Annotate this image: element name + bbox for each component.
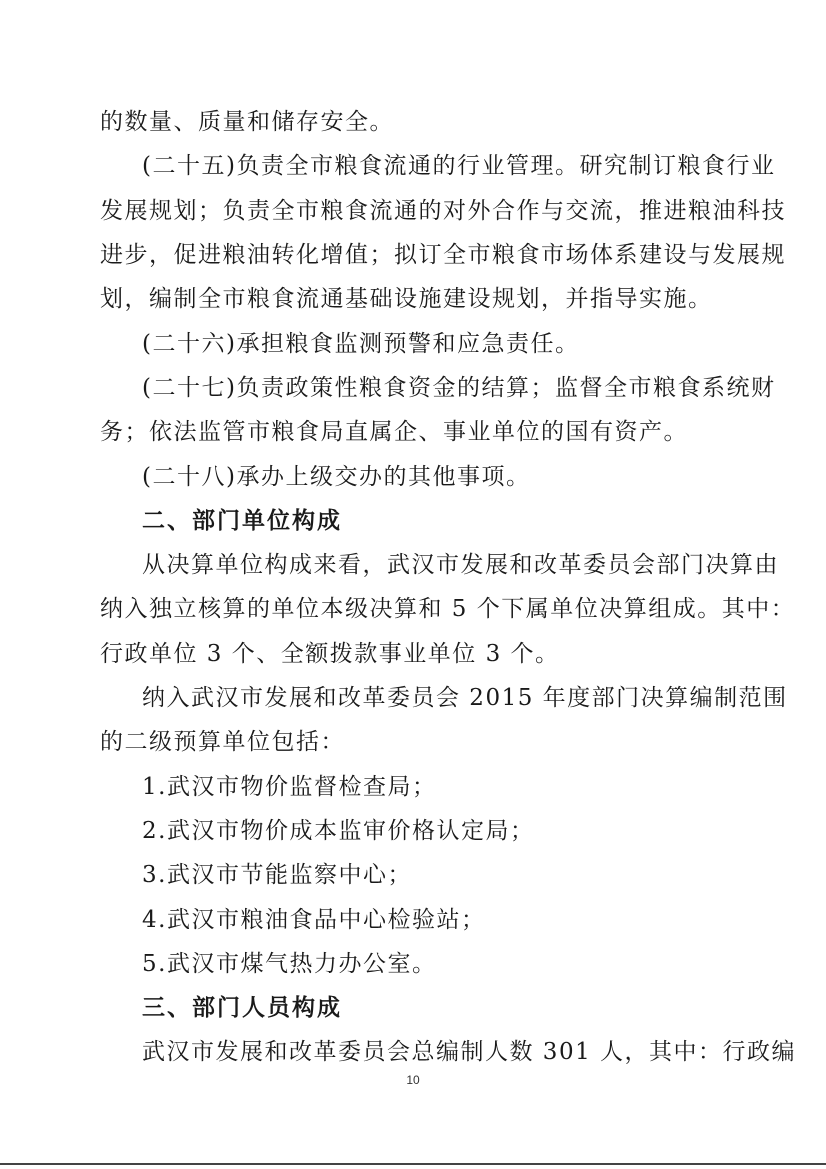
text-line: 进步，促进粮油转化增值；拟订全市粮食市场体系建设与发展规: [100, 242, 786, 268]
scan-edge-line: [0, 1163, 826, 1165]
text-line: 的二级预算单位包括：: [100, 729, 345, 755]
text-line: 纳入独立核算的单位本级决算和 5 个下属单位决算组成。其中：: [100, 596, 796, 622]
section-heading: 三、部门人员构成: [142, 995, 342, 1021]
list-item: 1.武汉市物价监督检查局；: [142, 774, 437, 800]
list-item: 4.武汉市粮油食品中心检验站；: [142, 907, 486, 933]
list-item: 2.武汉市物价成本监审价格认定局；: [142, 818, 535, 844]
text-line: 纳入武汉市发展和改革委员会 2015 年度部门决算编制范围: [142, 685, 788, 711]
text-line: 武汉市发展和改革委员会总编制人数 301 人，其中：行政编: [142, 1039, 797, 1065]
text-line: (二十五)负责全市粮食流通的行业管理。研究制订粮食行业: [142, 153, 776, 179]
list-item: 5.武汉市煤气热力办公室。: [142, 951, 437, 977]
text-line: 务；依法监管市粮食局直属企、事业单位的国有资产。: [100, 419, 688, 445]
text-line: (二十六)承担粮食监测预警和应急责任。: [142, 331, 580, 357]
text-line: (二十七)负责政策性粮食资金的结算；监督全市粮食系统财: [142, 375, 776, 401]
page-number: 10: [406, 1073, 420, 1087]
text-line: 划，编制全市粮食流通基础设施建设规划，并指导实施。: [100, 286, 713, 312]
text-line: 从决算单位构成来看，武汉市发展和改革委员会部门决算由: [142, 552, 779, 578]
text-line: (二十八)承办上级交办的其他事项。: [142, 464, 531, 490]
section-heading: 二、部门单位构成: [142, 508, 342, 534]
text-line: 发展规划；负责全市粮食流通的对外合作与交流，推进粮油科技: [100, 198, 786, 224]
list-item: 3.武汉市节能监察中心；: [142, 862, 412, 888]
text-line: 行政单位 3 个、全额拨款事业单位 3 个。: [100, 641, 560, 667]
text-line: 的数量、质量和储存安全。: [100, 109, 394, 135]
